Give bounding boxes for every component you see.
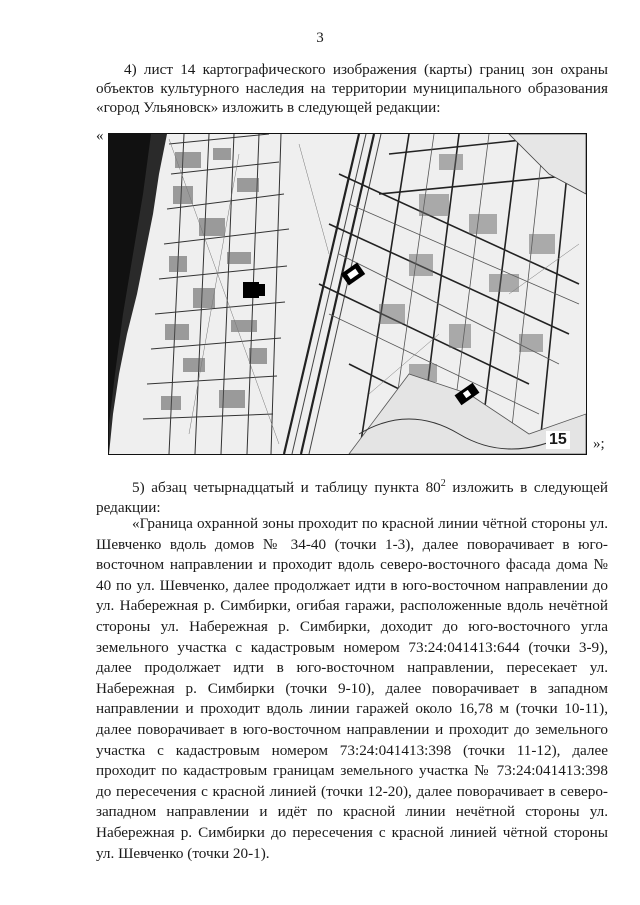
item-5-paragraph xyxy=(96,474,608,518)
page-number: 3 xyxy=(316,30,324,46)
item-5-text-after: изложить в следующей редакции: xyxy=(96,479,608,517)
item-5-text-before: 5) абзац четырнадцатый и таблицу пункта 80 xyxy=(132,479,441,497)
map-drawing xyxy=(109,134,586,454)
cadastral-map-image xyxy=(108,133,587,455)
zone-boundary-description: «Граница охранной зоны проходит по красной линии чётной стороны ул. Шевченко вдоль домов № 34-40 (точки 1-3), далее поворачивает в юго-восточном направлении и проходит вдоль северо-восточного фасада дома № 40 по ул. Шевченко, далее продолжает идти в юго-восточном направлении до ул. Набережная р. Симбирки, огибая гаражи, расположенные вдоль нечётной стороны ул. Набережная р. Симбирки, доходит до юго-восточного угла земельного участка с кадастровым номером 73:24:041413:644 (точки 3-9), далее продолжает идти в юго-восточном направлении, пересекает ул. Набережная р. Симбирки (точки 9-10), далее поворачивает в западном направлении и проходит вдоль линии гаражей около 16,78 м (точки 10-11), далее поворачивает в юго-восточном направлении и проходит до земельного участка с кадастровым номером 73:24:041413:398 (точки 11-12), далее проходит по кадастровым границам земельного участка № 73:24:041413:398 до пересечения с красной линией (точки 12-20), далее поворачивает в северо-западном направлении и идёт по красной линии нечётной стороны ул. Набережная р. Симбирки до пересечения с красной линией чётной стороны ул. Шевченко (точки 20-1). xyxy=(96,515,608,862)
map-opening-quote: « xyxy=(96,128,104,144)
item-5-superscript: 2 xyxy=(440,478,446,489)
map-sheet-number: 15 xyxy=(546,431,570,449)
map-closing-quote: »; xyxy=(593,436,605,452)
item-4-paragraph: 4) лист 14 картографического изображения (карты) границ зон охраны объектов культурного наследия на территории муниципального образования «город Ульяновск» изложить в следующей редакции: xyxy=(96,61,608,116)
